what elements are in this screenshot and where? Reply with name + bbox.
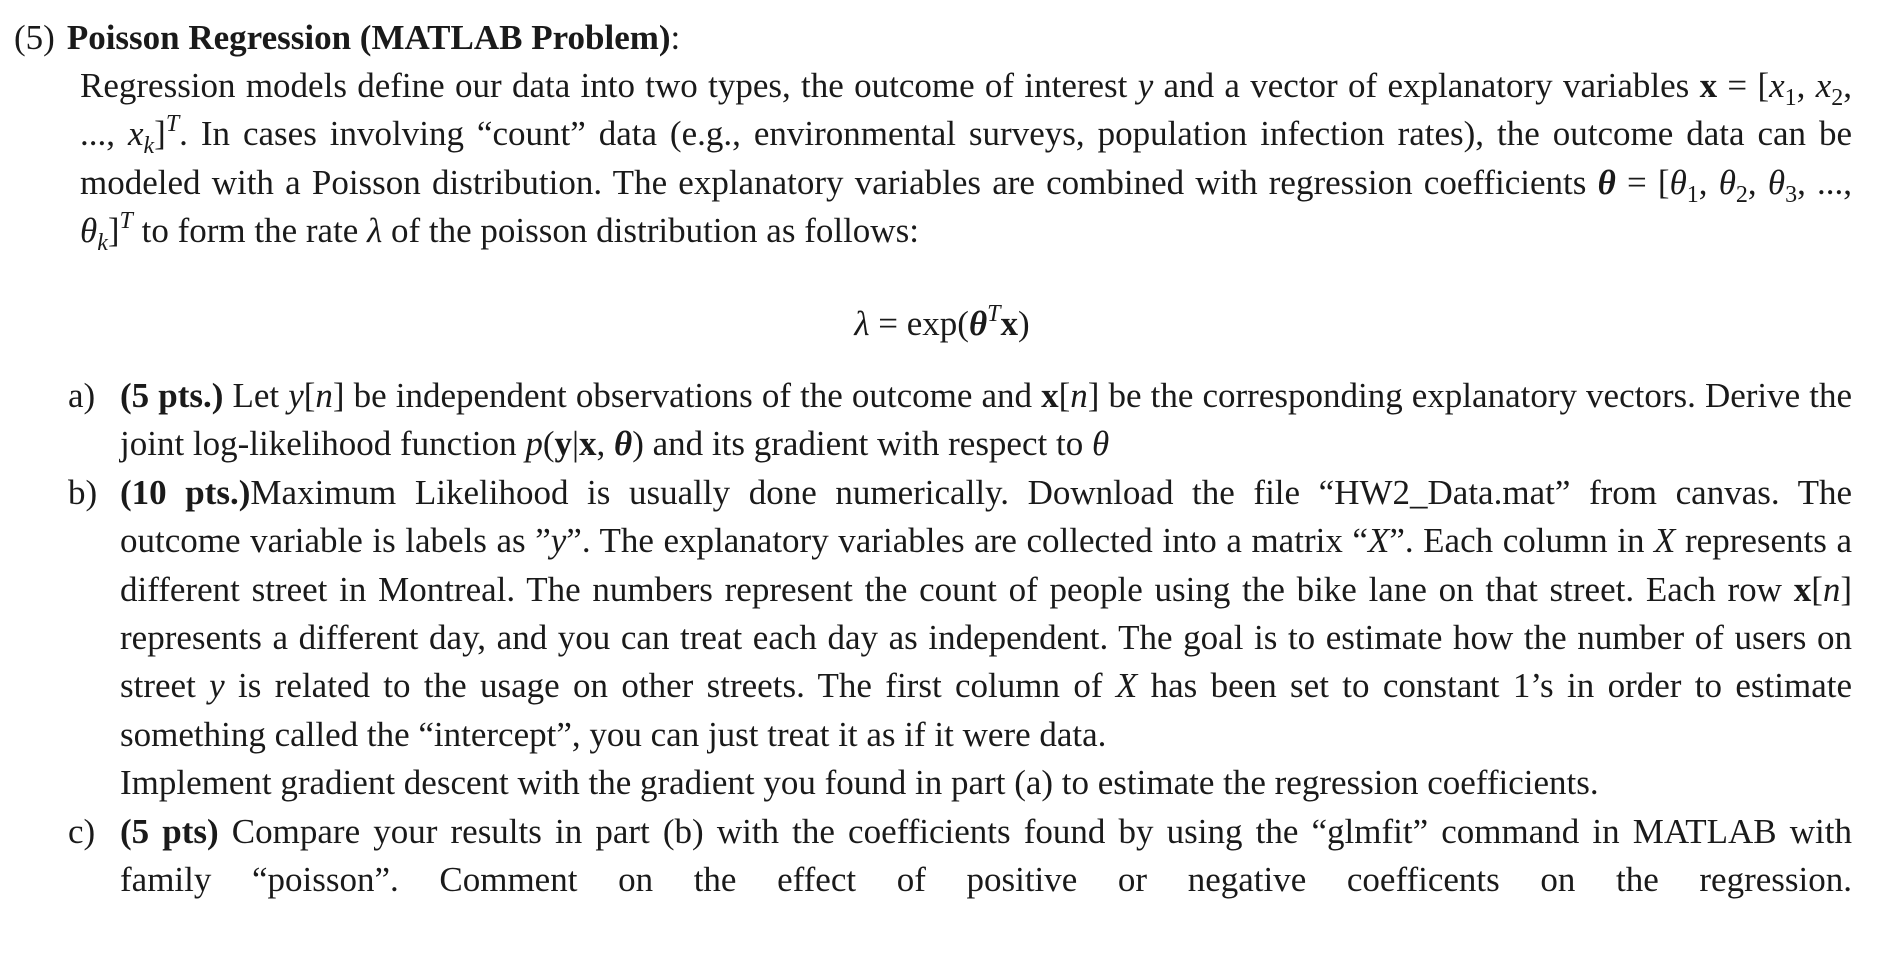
math-likelihood: p(y|x, θ) bbox=[525, 424, 644, 464]
intro-paragraph: Regression models define our data into two types, the outcome of interest y and a vector of explanatory variables $x = [x_1$, $x_2$, ..., $x_k]^T$. In cases involving “count” data (e.g., environmental surveys, population infection rates), the outcome data can be modeled with a Poisson distribution. The explanatory variables are combined with regression coefficients $\theta = [\theta_1$, $\theta_2$, $\theta_3$, ..., $\theta_k]^T$ to form the rate λ of the poisson distribution as follows: bbox=[80, 66, 1853, 257]
problem-intro bbox=[80, 62, 1852, 256]
problem-title: Poisson Regression (MATLAB Problem) bbox=[66, 18, 671, 57]
problem-title-suffix: : bbox=[670, 18, 681, 57]
part-b-instruction: Implement gradient descent with the gradient you found in part (a) to estimate the regression coefficients. bbox=[120, 763, 1599, 803]
part-c-body: (5 pts) Compare your results in part (b) with the coefficients found by using the “glmfit” command in MATLAB with family “poisson”. Comment on the effect of positive or negative coefficents on the regression. bbox=[120, 811, 1852, 900]
rate-equation: $\lambda = \exp(\theta^Tx)$ bbox=[854, 301, 1030, 343]
part-b-label: b) bbox=[68, 472, 98, 512]
part-a bbox=[40, 372, 1852, 469]
math-x-n: x[n] bbox=[1041, 376, 1100, 415]
problem-heading bbox=[14, 14, 680, 62]
math-y: y bbox=[1137, 66, 1154, 105]
part-c bbox=[40, 808, 1852, 905]
problem-parts bbox=[40, 372, 1852, 904]
math-theta-def: $\theta = [\theta_1$, $\theta_2$, $\theta_3$, ..., $\theta_k]^T$ bbox=[80, 162, 1853, 257]
math-theta: θ bbox=[1091, 424, 1110, 464]
part-a-body: (5 pts.) Let y[n] be independent observations of the outcome and x[n] be the corresponding explanatory vectors. Derive the joint log-likelihood function p(y|x, θ) and its gradient with respect to θ bbox=[120, 376, 1853, 464]
part-c-label: c) bbox=[68, 811, 96, 851]
math-y-n: y[n] bbox=[288, 376, 345, 415]
part-a-label: a) bbox=[68, 376, 96, 415]
part-a-points: (5 pts.) bbox=[120, 376, 224, 415]
part-c-points: (5 pts) bbox=[120, 811, 219, 851]
part-b-body: (10 pts.)Maximum Likelihood is usually done numerically. Download the file “HW2_Data.mat” from canvas. The outcome variable is labels as ”y”. The explanatory variables are collected into a matrix “X”. Each column in X represents a different street in Montreal. The numbers represent the count of people using the bike lane on that street. Each row x[n] represents a different day, and you can treat each day as independent. The goal is to estimate how the number of users on street y is related to the usage on other streets. The first column of X has been set to constant 1’s in order to estimate something called the “intercept”, you can just treat it as if it were data. Implement gradient descent with the gradient you found in part (a) to estimate the regression coefficients. bbox=[120, 469, 1852, 808]
part-b-points: (10 pts.) bbox=[120, 472, 251, 512]
math-x-vector-def: $x = [x_1$, $x_2$, ..., $x_k]^T$ bbox=[80, 66, 1853, 160]
problem-number: (5) bbox=[14, 18, 55, 57]
math-lambda: λ bbox=[367, 211, 383, 251]
part-b bbox=[40, 469, 1852, 808]
